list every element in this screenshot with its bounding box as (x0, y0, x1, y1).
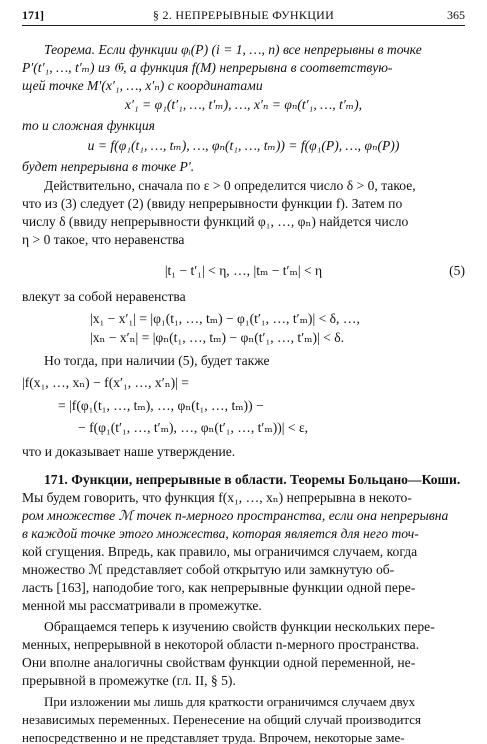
text-line: что и доказывает наше утверждение. (22, 444, 236, 459)
text-line: η > 0 такое, что неравенства (22, 232, 185, 247)
formula-line: |xₙ − x′ₙ| = |φₙ(t₁, …, tₘ) − φₙ(t′₁, …, t′ₘ)| < δ. (90, 330, 345, 345)
text-line: ласть [163], наподобие того, как непрерывные функции одной пере- (22, 580, 416, 595)
chapter-title: § 2. НЕПРЕРЫВНЫЕ ФУНКЦИИ (152, 8, 335, 22)
formula-line: |f(x₁, …, xₙ) − f(x′₁, …, x′ₙ)| = (22, 375, 189, 390)
text-line: менной мы рассматривали в промежутке. (22, 598, 262, 613)
theorem-line: то и сложная функция (22, 118, 155, 133)
text-line: Они вполне аналогичны свойствам функции одной переменной, не- (22, 655, 416, 670)
text-line: Обращаемся теперь к изучению свойств функции нескольких пере- (44, 619, 435, 634)
text-line: Мы будем говорить, что функция f(x₁, …, xₙ) непрерывна в некото- (22, 490, 412, 505)
section-heading: 171. Функции, непрерывные в области. Теоремы Больцано—Коши. (44, 472, 461, 487)
text-line: числу δ (ввиду непрерывности функций φ₁, …, φₙ) найдется число (22, 214, 409, 229)
text-line: Действительно, сначала по ε > 0 определится число δ > 0, такое, (44, 178, 416, 193)
header-rule (22, 25, 465, 26)
theorem-line: будет непрерывна в точке P′. (22, 159, 195, 174)
text-line: влекут за собой неравенства (22, 289, 186, 304)
theorem-line: P′(t′₁, …, t′ₘ) из 𝔊, а функция f(M) непрерывна в соответствую- (22, 60, 393, 75)
formula-line: |t₁ − t′₁| < η, …, |tₘ − t′ₘ| < η (164, 263, 323, 278)
text-line: что из (3) следует (2) (ввиду непрерывности функции f). Затем по (22, 196, 403, 211)
text-line: Но тогда, при наличии (5), будет также (44, 353, 270, 368)
theorem-line: щей точке M′(x′₁, …, x′ₙ) с координатами (22, 78, 263, 93)
formula-line: |x₁ − x′₁| = |φ₁(t₁, …, tₘ) − φ₁(t′₁, …, t′ₘ)| < δ, …, (90, 311, 360, 326)
text-line: множество ℳ представляет собой открытую или замкнутую об- (22, 562, 395, 577)
text-line: независимых переменных. Перенесение на общий случай производится (22, 712, 422, 727)
section-marker: 171] (22, 8, 44, 22)
formula-line: x′₁ = φ₁(t′₁, …, t′ₘ), …, x′ₙ = φₙ(t′₁, …, t′ₘ), (124, 97, 363, 112)
formula-line: = |f(φ₁(t₁, …, tₘ), …, φₙ(t₁, …, tₘ)) − (58, 398, 264, 413)
formula-line: u = f(φ₁(t₁, …, tₘ), …, φₙ(t₁, …, tₘ)) = f(φ₁(P), …, φₙ(P)) (87, 138, 400, 153)
text-line: непосредственно и не представляет труда. Впрочем, некоторые заме- (22, 730, 405, 744)
theorem-line: Теорема. Если функции φᵢ(P) (i = 1, …, n) все непрерывны в точке (44, 42, 422, 57)
text-line: прерывной в промежутке (гл. II, § 5). (22, 673, 236, 688)
equation-number: (5) (449, 263, 465, 278)
text-line: кой сгущения. Впредь, как правило, мы ограничимся случаем, когда (22, 544, 418, 559)
text-line: При изложении мы лишь для краткости ограничимся случаем двух (44, 694, 416, 709)
running-header (22, 8, 465, 24)
text-line: менных, непрерывной в некоторой области n-мерного пространства. (22, 637, 420, 652)
formula-line: − f(φ₁(t′₁, …, t′ₘ), …, φₙ(t′₁, …, t′ₘ))| < ε, (78, 420, 309, 435)
page-number: 365 (447, 8, 465, 22)
text-line: ром множестве ℳ точек n-мерного пространства, если она непрерывна (22, 508, 449, 523)
text-line: в каждой точке этого множества, которая является для него точ- (22, 526, 419, 541)
